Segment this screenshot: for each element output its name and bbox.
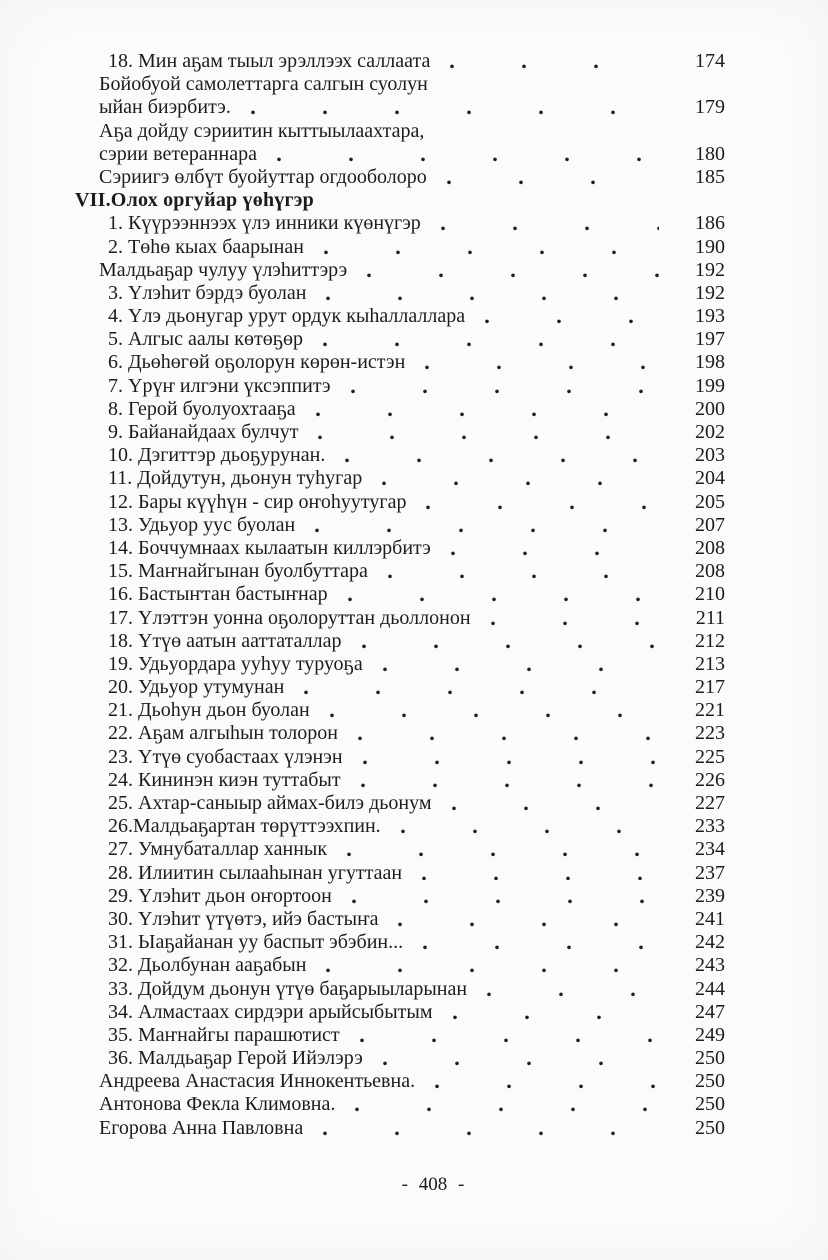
toc-entry-title: Антонова Фекла Климовна. — [99, 1093, 336, 1116]
dot-leader — [443, 1001, 660, 1024]
dot-leader — [351, 769, 659, 792]
toc-line — [108, 351, 725, 374]
toc-entry-title: 33. Дойдум дьонун үтүө баҕарыыларынан — [108, 977, 468, 1000]
toc-page-number: 250 — [695, 1093, 725, 1116]
toc-line — [99, 120, 725, 143]
toc-entry-title: 27. Умнубаталлар ханнык — [108, 838, 328, 861]
toc-entry-title: 29. Үлэһит дьон оҥортоон — [108, 884, 332, 907]
toc-page-number: 190 — [695, 235, 725, 258]
toc-page-number: 227 — [695, 792, 725, 814]
toc-entry-title: 9. Байанайдаах булчут — [108, 421, 299, 443]
toc-line — [108, 769, 725, 792]
toc-entry-title: Малдьаҕар чулуу үлэһиттэрэ — [99, 258, 348, 281]
toc-line — [108, 838, 725, 861]
dot-leader — [441, 537, 659, 560]
dot-leader — [475, 305, 659, 328]
dot-leader — [481, 607, 659, 630]
dot-leader — [353, 746, 659, 769]
toc-entry-title: 8. Герой буолуохтааҕа — [108, 397, 296, 420]
toc-page-number: 244 — [695, 977, 725, 1000]
toc-entry-title: Андреева Анастасия Иннокентьевна. — [99, 1070, 416, 1093]
toc-entry-title: 32. Дьолбунан ааҕабын — [108, 954, 307, 977]
toc-page-number: 217 — [695, 676, 725, 699]
toc-page-number: 197 — [695, 328, 725, 351]
toc-page-number: 247 — [695, 1000, 725, 1023]
dot-leader — [477, 978, 659, 1001]
toc-page-number: 250 — [695, 1070, 725, 1093]
toc-page-number: 250 — [695, 1047, 725, 1070]
toc-page-number: 212 — [695, 629, 725, 652]
toc-line — [99, 143, 725, 166]
toc-entry-title: 20. Удьуор утумунан — [108, 676, 285, 699]
toc-line — [108, 746, 725, 769]
toc-entry-title: 28. Илиитин сылааһынан угуттаан — [108, 861, 403, 884]
toc-entry-title: 30. Үлэһит үтүөтэ, ийэ бастыҥа — [108, 907, 379, 930]
dot-leader — [437, 166, 659, 189]
toc-page-number: 221 — [695, 699, 725, 722]
toc-page-number: 250 — [695, 1116, 725, 1139]
toc-entry-title: 6. Дьөһөгөй оҕолорун көрөн-истэн — [108, 351, 406, 374]
toc-entry-title: 5. Алгыс аалы көтөҕөр — [108, 328, 304, 351]
dot-leader — [335, 444, 659, 467]
toc-page-number: 210 — [695, 583, 725, 606]
toc-entry-title: 31. Ыаҕайанан уу баспыт эбэбин... — [108, 931, 404, 954]
toc-entry-title: Бойобуой самолеттарга салгын суолун — [99, 73, 428, 96]
toc-page-number: 180 — [695, 142, 725, 165]
toc-page-number: 225 — [695, 745, 725, 768]
toc-page-number: 174 — [695, 50, 725, 72]
dot-leader — [345, 1093, 659, 1116]
toc-line — [108, 815, 725, 838]
dot-leader — [305, 514, 659, 537]
toc-line — [99, 166, 725, 189]
dot-leader — [337, 838, 659, 861]
dot-leader — [306, 398, 659, 421]
dot-leader — [415, 351, 659, 374]
dot-leader — [308, 421, 659, 444]
toc-entry-title: 15. Маҥнайгынан буолбуттара — [108, 560, 368, 583]
toc-line — [108, 607, 725, 630]
toc-entry-title: 14. Боччумнаах кылаатын киллэрбитэ — [108, 536, 431, 559]
toc-line — [108, 885, 725, 908]
toc-line — [99, 259, 725, 282]
toc-page-number: 237 — [695, 861, 725, 884]
toc-line — [108, 931, 725, 954]
toc-page-number: 200 — [695, 397, 725, 420]
toc-entry-title: VII.Олох оргуйар үөһүгэр — [75, 189, 314, 212]
toc-page-number: 226 — [695, 768, 725, 791]
toc-page-number: 241 — [695, 907, 725, 930]
toc-line — [108, 954, 725, 977]
dot-leader — [294, 676, 659, 699]
dot-leader — [338, 583, 659, 606]
toc-page-number: 179 — [695, 96, 725, 119]
toc-line — [108, 212, 725, 235]
toc-line — [99, 96, 725, 119]
dot-leader — [350, 1024, 659, 1047]
dot-leader — [388, 908, 659, 931]
toc-entry-title: Егорова Анна Павловна — [99, 1116, 304, 1139]
toc-entry-title: 23. Үтүө суобастаах үлэнэн — [108, 745, 343, 768]
toc-page-number: 203 — [695, 444, 725, 467]
toc-line — [99, 1093, 725, 1116]
toc-line — [108, 699, 725, 722]
dot-leader — [357, 259, 659, 282]
dot-leader — [412, 862, 659, 885]
toc-entry-title: 36. Малдьаҕар Герой Ийэлэрэ — [108, 1047, 363, 1070]
toc-line — [108, 1047, 725, 1070]
toc-line — [108, 630, 725, 653]
toc-page-number: 233 — [695, 815, 725, 838]
toc-page-number: 205 — [695, 490, 725, 513]
toc-entry-title: Аҕа дойду сэриитин кыттыылаахтара, — [99, 119, 425, 142]
dot-leader — [425, 1070, 659, 1093]
toc-line — [108, 978, 725, 1001]
toc-entry-title: 12. Бары күүһүн - сир оҥоһуутугар — [108, 490, 407, 513]
toc-entry-title: 18. Үтүө аатын ааттаталлар — [108, 629, 342, 652]
dot-leader — [431, 212, 659, 235]
dot-leader — [241, 96, 659, 119]
toc-page-number: 223 — [695, 722, 725, 745]
toc-entry-title: 3. Үлэһит бэрдэ буолан — [108, 281, 307, 304]
page-number-footer: - 408 - — [401, 1174, 465, 1195]
toc-entry-title: сэрии ветераннара — [99, 142, 257, 165]
toc-line — [108, 50, 725, 73]
toc-page-number: 239 — [695, 884, 725, 907]
toc-line — [108, 421, 725, 444]
dot-leader — [316, 282, 659, 305]
toc-entry-title: Сэриигэ өлбүт буойуттар огдооболоро — [99, 165, 427, 188]
dot-leader — [320, 699, 659, 722]
toc-line — [108, 653, 725, 676]
dot-leader — [342, 885, 659, 908]
dot-leader — [378, 560, 659, 583]
toc-entry-title: ыйан биэрбитэ. — [99, 96, 231, 119]
toc-page-number: 211 — [695, 606, 725, 629]
toc-entry-title: 4. Үлэ дьонугар урут ордук кыһаллаллара — [108, 305, 466, 328]
toc-entry-title: 11. Дойдутун, дьонун туһугар — [108, 467, 363, 490]
toc-page-number: 192 — [695, 258, 725, 281]
toc-page-number: 193 — [695, 305, 725, 328]
dot-leader — [442, 792, 659, 815]
toc-page-number: 204 — [695, 467, 725, 490]
toc-entry-title: 35. Маҥнайгы парашютист — [108, 1023, 340, 1046]
dot-leader — [313, 1117, 659, 1140]
toc-line — [108, 398, 725, 421]
toc-page-number: 213 — [695, 652, 725, 675]
toc-line — [108, 305, 725, 328]
toc-entry-title: 16. Бастыҥтан бастыҥнар — [108, 583, 328, 606]
toc-line — [75, 189, 725, 212]
dot-leader — [440, 50, 659, 73]
dot-leader — [348, 722, 659, 745]
toc-line — [108, 282, 725, 305]
dot-leader — [373, 653, 659, 676]
toc-page-number: 242 — [695, 931, 725, 954]
toc-entry-title: 18. Мин аҕам тыыл эрэллээх саллаата — [108, 50, 431, 72]
toc-entry-title: 25. Ахтар-саныыр аймах-билэ дьонум — [108, 792, 432, 814]
dot-leader — [413, 931, 659, 954]
dot-leader — [313, 328, 659, 351]
toc-line — [108, 375, 725, 398]
dot-leader — [341, 375, 659, 398]
dot-leader — [416, 491, 659, 514]
toc-line — [108, 676, 725, 699]
toc-page-number: 185 — [695, 165, 725, 188]
toc-entry-title: 19. Удьуордара ууһуу туруоҕа — [108, 652, 363, 675]
toc-line — [108, 1024, 725, 1047]
toc-page-number: 243 — [695, 954, 725, 977]
toc-line — [108, 467, 725, 490]
toc-line — [108, 583, 725, 606]
toc-entry-title: 21. Дьоһун дьон буолан — [108, 699, 310, 722]
toc-line — [108, 560, 725, 583]
toc-page-number: 249 — [695, 1023, 725, 1046]
toc-entry-title: 10. Дэгиттэр дьоҕурунан. — [108, 444, 326, 467]
dot-leader — [372, 467, 659, 490]
toc-line — [108, 491, 725, 514]
toc-page-number: 199 — [695, 374, 725, 397]
toc-line — [108, 792, 725, 815]
toc-page-number: 186 — [695, 212, 725, 235]
toc-line — [108, 862, 725, 885]
toc-list — [0, 50, 828, 1140]
toc-line — [108, 908, 725, 931]
toc-line — [108, 328, 725, 351]
toc-line — [108, 537, 725, 560]
toc-line — [99, 1070, 725, 1093]
toc-line — [108, 1001, 725, 1024]
toc-page-number: 192 — [695, 281, 725, 304]
toc-page-number: 202 — [695, 421, 725, 443]
toc-entry-title: 22. Аҕам алгыһын толорон — [108, 722, 338, 745]
dot-leader — [391, 815, 659, 838]
dot-leader — [352, 630, 660, 653]
toc-entry-title: 13. Удьуор уус буолан — [108, 513, 296, 536]
toc-page-number: 207 — [695, 513, 725, 536]
dot-leader — [267, 143, 659, 166]
toc-entry-title: 26.Малдьаҕартан төрүттээхпин. — [108, 815, 381, 838]
toc-line — [99, 1117, 725, 1140]
toc-page-number: 208 — [695, 560, 725, 583]
toc-entry-title: 24. Кининэн киэн туттабыт — [108, 768, 341, 791]
toc-line — [99, 73, 725, 96]
toc-entry-title: 7. Үрүҥ илгэни үксэппитэ — [108, 374, 331, 397]
toc-page-number: 208 — [695, 536, 725, 559]
toc-line — [108, 444, 725, 467]
dot-leader — [314, 236, 659, 259]
toc-entry-title: 17. Үлэттэн уонна оҕолоруттан дьоллонон — [108, 606, 471, 629]
toc-line — [108, 236, 725, 259]
dot-leader — [316, 954, 659, 977]
toc-line — [108, 722, 725, 745]
toc-entry-title: 2. Төһө кыах баарынан — [108, 235, 304, 258]
toc-page-number: 198 — [695, 351, 725, 374]
toc-page-number: 234 — [695, 838, 725, 861]
dot-leader — [373, 1047, 659, 1070]
toc-entry-title: 34. Алмастаах сирдэри арыйсыбытым — [108, 1000, 433, 1023]
toc-entry-title: 1. Күүрээннээх үлэ инники күөнүгэр — [108, 212, 421, 235]
toc-line — [108, 514, 725, 537]
